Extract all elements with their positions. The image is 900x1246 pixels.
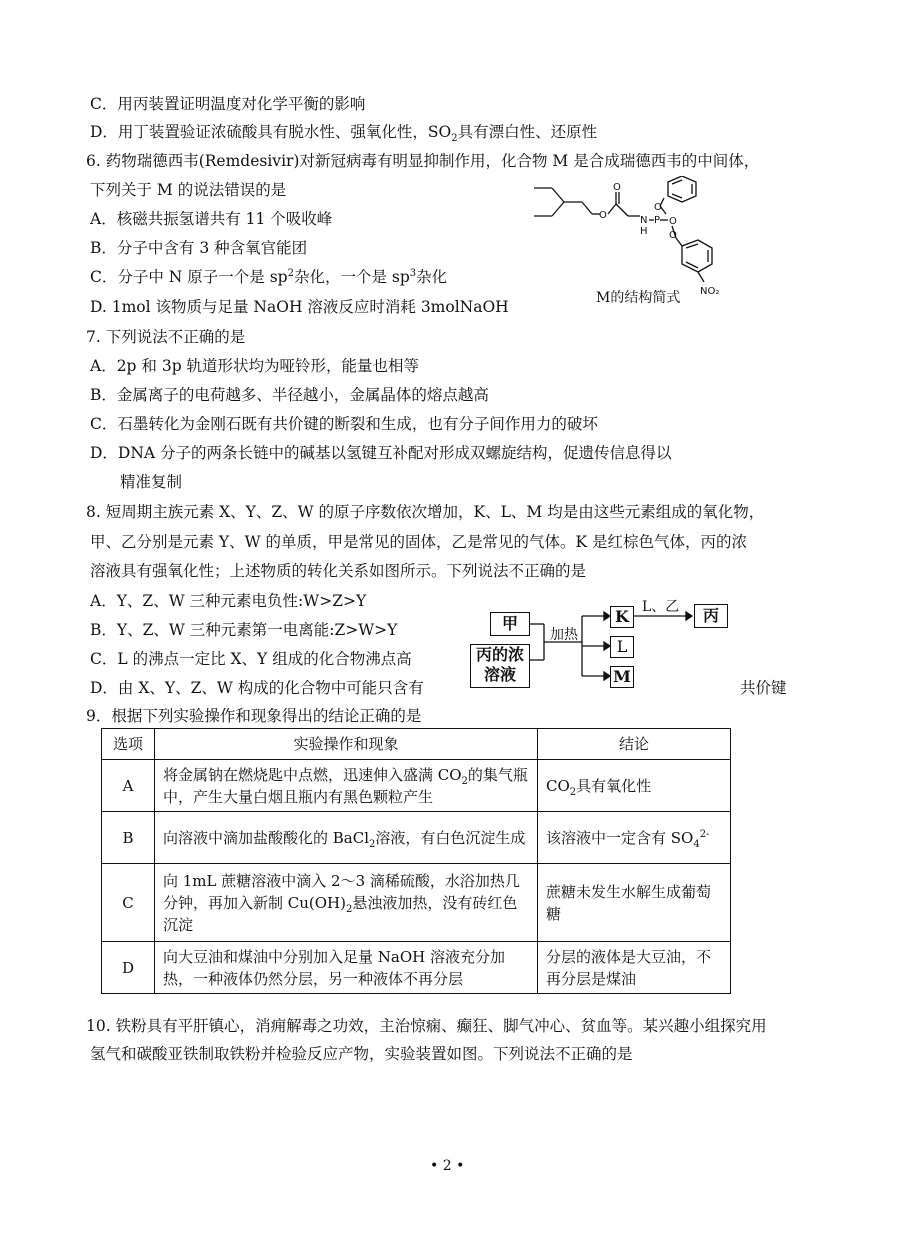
row-d-operation: 向大豆油和煤油中分别加入足量 NaOH 溶液充分加热，一种液体仍然分层，另一种液体不再分层 <box>155 942 538 994</box>
q5-option-d-text-b: 具有漂白性、还原性 <box>457 123 598 141</box>
q8-option-c: C．L 的沸点一定比 X、Y 组成的化合物沸点高 <box>90 650 412 668</box>
row-a-conclusion <box>538 760 731 812</box>
box-bing: 丙 <box>694 604 728 628</box>
q6-stem-line1: 6. 药物瑞德西韦(Remdesivir)对新冠病毒有明显抑制作用，化合物 M 是合成瑞德西韦的中间体， <box>86 152 760 170</box>
q9-table <box>101 728 731 994</box>
row-c-op-sub: 2 <box>346 903 353 915</box>
q6-option-a: A．核磁共振氢谱共有 11 个吸收峰 <box>90 210 333 228</box>
row-b-conclusion <box>538 812 731 864</box>
q8-option-d: D．由 X、Y、Z、W 构成的化合物中可能只含有 <box>90 679 424 697</box>
q7-option-c: C．石墨转化为金刚石既有共价键的断裂和生成，也有分子间作用力的破坏 <box>90 415 598 433</box>
table-header-row <box>102 729 731 760</box>
atom-o3: O <box>669 216 677 227</box>
row-b-operation <box>155 812 538 864</box>
group-no2: NO₂ <box>700 286 720 297</box>
q7-stem: 7. 下列说法不正确的是 <box>86 328 246 346</box>
q8-option-b: B．Y、Z、W 三种元素第一电离能:Z>W>Y <box>90 621 398 639</box>
row-a-op-a: 将金属钠在燃烧匙中点燃，迅速伸入盛满 CO <box>163 765 462 784</box>
row-c-op-b: 悬浊液加热，没有砖红色沉淀 <box>163 893 518 934</box>
atom-o4: O <box>654 202 662 213</box>
q8-stem-line1: 8. 短周期主族元素 X、Y、Z、W 的原子序数依次增加，K、L、M 均是由这些元素组成的氧化物， <box>86 503 765 521</box>
table-row <box>102 864 731 942</box>
box-bing-concentrated: 丙的浓溶液 <box>470 644 530 688</box>
row-a-operation <box>155 760 538 812</box>
row-a-op-sub: 2 <box>461 775 468 787</box>
atom-h: H <box>640 226 648 237</box>
label-heat: 加热 <box>550 627 578 643</box>
q10-stem-line2: 氢气和碳酸亚铁制取铁粉并检验反应产物，实验装置如图。下列说法不正确的是 <box>90 1045 633 1063</box>
q7-option-a: A．2p 和 3p 轨道形状均为哑铃形，能量也相等 <box>90 357 420 375</box>
atom-p: P <box>654 215 661 226</box>
label-arrow-l-yi: L、乙 <box>642 599 680 615</box>
q7-option-d-line2: 精准复制 <box>120 473 183 491</box>
row-c-option: C <box>102 864 155 942</box>
q5-option-d <box>90 122 598 145</box>
row-b-op-sub: 2 <box>369 838 376 850</box>
q6-option-c-sup1: 2 <box>287 267 294 279</box>
q8-option-d-tail: 共价键 <box>740 679 787 697</box>
row-b-op-b: 溶液，有白色沉淀生成 <box>375 828 526 847</box>
q6-option-c-c: 杂化 <box>416 268 448 286</box>
row-d-option: D <box>102 942 155 994</box>
table-row <box>102 942 731 994</box>
atom-n: N <box>640 215 648 226</box>
row-d-conclusion: 分层的液体是大豆油，不再分层是煤油 <box>538 942 731 994</box>
row-a-op-b: 的集气瓶中，产生大量白烟且瓶内有黑色颗粒产生 <box>163 765 528 806</box>
page-number: • 2 • <box>430 1158 465 1174</box>
q6-option-c-a: C．分子中 N 原子一个是 sp <box>90 268 288 286</box>
row-a-con-b: 具有氧化性 <box>576 776 652 795</box>
row-c-op-a: 向 1mL 蔗糖溶液中滴入 2～3 滴稀硫酸，水浴加热几分钟，再加入新制 Cu(OH) <box>163 871 520 912</box>
q6-stem-line2: 下列关于 M 的说法错误的是 <box>90 181 287 199</box>
q6-option-b: B．分子中含有 3 种含氧官能团 <box>90 239 308 257</box>
q6-option-c-sup2: 3 <box>409 267 417 279</box>
row-a-con-sub: 2 <box>569 786 577 798</box>
q9-stem: 9．根据下列实验操作和现象得出的结论正确的是 <box>86 707 422 725</box>
row-b-op-a: 向溶液中滴加盐酸酸化的 BaCl <box>163 828 370 847</box>
row-b-option: B <box>102 812 155 864</box>
atom-o1: O <box>599 210 607 221</box>
atom-o2: O <box>613 182 621 193</box>
row-b-con-sub: 4 <box>693 838 700 850</box>
q5-option-c: C．用丙装置证明温度对化学平衡的影响 <box>90 95 366 113</box>
q7-option-d-line1: D．DNA 分子的两条长链中的碱基以氢键互补配对形成双螺旋结构，促遗传信息得以 <box>90 444 672 462</box>
compound-m-caption: M的结构简式 <box>596 290 681 306</box>
row-b-con-a: 该溶液中一定含有 SO <box>546 828 694 847</box>
q8-stem-line2: 甲、乙分别是元素 Y、W 的单质，甲是常见的固体，乙是常见的气体。K 是红棕色气体，丙的浓 <box>90 533 748 551</box>
box-l: L <box>610 636 634 658</box>
row-b-con-sup: 2- <box>699 828 710 840</box>
row-c-operation <box>155 864 538 942</box>
row-a-option: A <box>102 760 155 812</box>
table-row <box>102 760 731 812</box>
box-m: M <box>610 666 634 688</box>
q5-option-d-text-a: D．用丁装置验证浓硫酸具有脱水性、强氧化性，SO <box>90 123 452 141</box>
q8-stem-line3: 溶液具有强氧化性；上述物质的转化关系如图所示。下列说法不正确的是 <box>90 562 587 580</box>
header-operation: 实验操作和现象 <box>155 729 538 760</box>
q8-option-a: A．Y、Z、W 三种元素电负性:W>Z>Y <box>90 592 367 610</box>
header-conclusion: 结论 <box>538 729 731 760</box>
q6-option-d: D. 1mol 该物质与足量 NaOH 溶液反应时消耗 3molNaOH <box>90 298 509 316</box>
box-k: K <box>610 606 634 628</box>
box-jia: 甲 <box>490 612 530 636</box>
table-row <box>102 812 731 864</box>
q6-option-c-b: 杂化，一个是 sp <box>293 268 410 286</box>
q8-flow-diagram <box>464 596 734 696</box>
q10-stem-line1: 10. 铁粉具有平肝镇心，消痈解毒之功效，主治惊痫、癫狂、脚气冲心、贫血等。某兴趣小组探究用 <box>86 1017 767 1035</box>
row-c-conclusion: 蔗糖未发生水解生成葡萄糖 <box>538 864 731 942</box>
header-option: 选项 <box>102 729 155 760</box>
q5-option-d-sub: 2 <box>451 133 458 145</box>
q6-option-c <box>90 267 447 287</box>
row-a-con-a: CO <box>546 776 570 795</box>
q7-option-b: B．金属离子的电荷越多、半径越小，金属晶体的熔点越高 <box>90 386 489 404</box>
atom-o5: O <box>669 230 677 241</box>
